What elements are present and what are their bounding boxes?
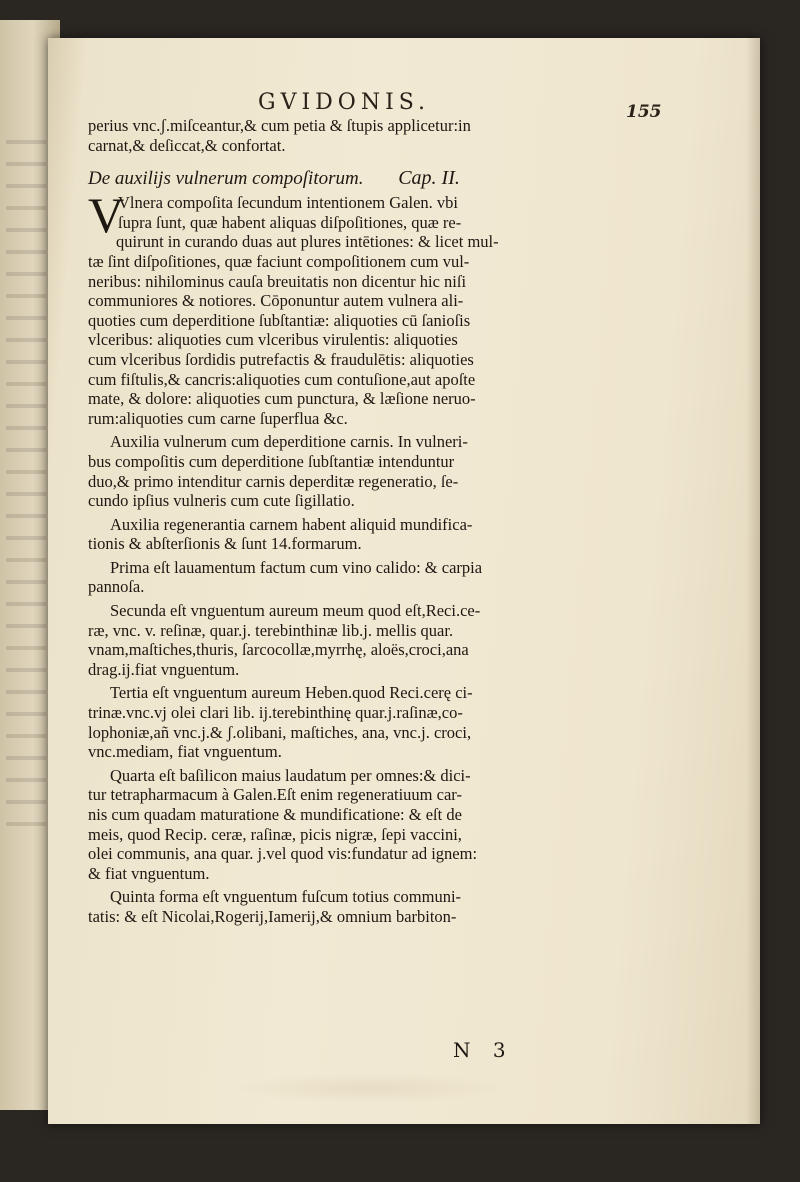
text-line: tionis & abſterſionis & ſunt 14.formarum.	[88, 534, 362, 554]
text-line: olei communis, ana quar. j.vel quod vis:fundatur ad ignem:	[88, 844, 478, 864]
text-line: neribus: nihilominus cauſa breuitatis non dicentur hic niſi	[88, 271, 467, 291]
drop-capital: V	[88, 187, 125, 244]
text-line: carnat,& deſiccat,& confortat.	[88, 135, 286, 155]
text-line: Tertia eſt vnguentum aureum Heben.quod Reci.cerę ci-	[110, 683, 473, 703]
paragraph-5	[88, 601, 618, 679]
text-line: tæ ſint diſpoſitiones, quæ faciunt compoſitionem cum vul-	[88, 251, 470, 271]
text-line: nis cum quadam maturatione & mundificatione: & eſt de	[88, 805, 462, 824]
section-title: De auxilijs vulnerum compoſitorum.	[88, 168, 364, 190]
text-line: tur tetrapharmacum à Galen.Eſt enim regeneratiuum car-	[88, 785, 462, 805]
chapter-label: Cap. II.	[398, 167, 460, 190]
paragraph-1-lines	[88, 232, 618, 428]
text-line: quoties cum deperditione ſubſtantiæ: aliquoties cū ſanioſis	[88, 310, 471, 330]
text-line: Auxilia vulnerum cum deperditione carnis. In vulneri-	[110, 432, 468, 452]
page-number: 155	[626, 102, 662, 122]
page-edge-shadow	[746, 38, 760, 1124]
book-page	[48, 38, 760, 1124]
text-line: Prima eſt lauamentum factum cum vino calido: & carpia	[110, 557, 483, 577]
text-line: Quarta eſt baſilicon maius laudatum per omnes:& dici-	[110, 765, 471, 785]
text-line: vnam,maſtiches,thuris, ſarcocollæ,myrrhę, aloës,croci,ana	[88, 640, 469, 660]
paragraph-8	[88, 887, 618, 926]
bleed-through-text	[6, 140, 46, 840]
signature-mark: N 3	[453, 1038, 514, 1062]
section-heading	[88, 155, 618, 193]
text-line: Auxilia regenerantia carnem habent aliquid mundifica-	[110, 514, 473, 534]
text-line: pannoſa.	[88, 577, 145, 597]
text-line: tatis: & eſt Nicolai,Rogerij,Iamerij,& omnium barbiton-	[88, 906, 457, 926]
text-line: cum vlceribus ſordidis putrefactis & fraudulētis: aliquoties	[88, 349, 474, 369]
text-line: Vlnera compoſita ſecundum intentionem Galen. vbi	[118, 193, 458, 213]
text-line: Secunda eſt vnguentum aureum meum quod eſt,Reci.ce-	[110, 601, 481, 621]
text-line: vnc.mediam, fiat vnguentum.	[88, 742, 282, 762]
text-line: drag.ij.fiat vnguentum.	[88, 659, 240, 679]
text-line: duo,& primo intenditur carnis deperditæ regeneratio, ſe-	[88, 471, 459, 491]
intro-lines	[88, 116, 618, 155]
paper-stain	[228, 1073, 508, 1103]
text-line: ræ, vnc. v. reſinæ, quar.j. terebinthinæ lib.j. mellis quar.	[88, 620, 454, 640]
text-line: cundo ipſius vulneris cum cute ſigillatio.	[88, 491, 355, 511]
text-line: cum fiſtulis,& cancris:aliquoties cum contuſione,aut apoſte	[88, 369, 476, 389]
paragraph-1	[88, 187, 618, 428]
text-line: Quinta forma eſt vnguentum fuſcum totius communi-	[110, 887, 462, 907]
text-line: meis, quod Recip. ceræ, raſinæ, picis nigræ, ſepi vaccini,	[88, 824, 462, 844]
text-line: mate, & dolore: aliquoties cum punctura, & læſione neruo-	[88, 389, 476, 409]
text-line: vlceribus: aliquoties cum vlceribus virulentis: aliquoties	[88, 330, 458, 350]
text-line: quirunt in curando duas aut plures intētiones: & licet mul-	[116, 232, 499, 252]
text-line: & fiat vnguentum.	[88, 863, 210, 883]
paragraph-4	[88, 558, 618, 597]
text-line: perius vnc.ʃ.miſceantur,& cum petia & ſtupis applicetur:in	[88, 116, 471, 135]
text-line: rum:aliquoties cum carne ſuperflua &c.	[88, 408, 348, 428]
text-line: lophoniæ,añ vnc.j.& ʃ.olibani, maſtiches, ana, vnc.j. croci,	[88, 722, 472, 742]
text-line: bus compoſitis cum deperditione ſubſtantiæ intenduntur	[88, 451, 455, 471]
body-text	[88, 116, 618, 927]
text-line: trinæ.vnc.vj olei clari lib. ij.terebinthinę quar.j.raſinæ,co-	[88, 703, 463, 723]
dropcap-lines	[118, 193, 618, 232]
paragraph-3	[88, 515, 618, 554]
running-head: GVIDONIS.	[258, 90, 431, 115]
paragraph-2	[88, 432, 618, 510]
text-line: communiores & notiores. Cōponuntur autem vulnera ali-	[88, 291, 464, 311]
paragraph-6	[88, 683, 618, 761]
paragraph-7	[88, 766, 618, 884]
text-line: ſupra ſunt, quæ habent aliquas diſpoſitiones, quæ re-	[118, 212, 462, 232]
